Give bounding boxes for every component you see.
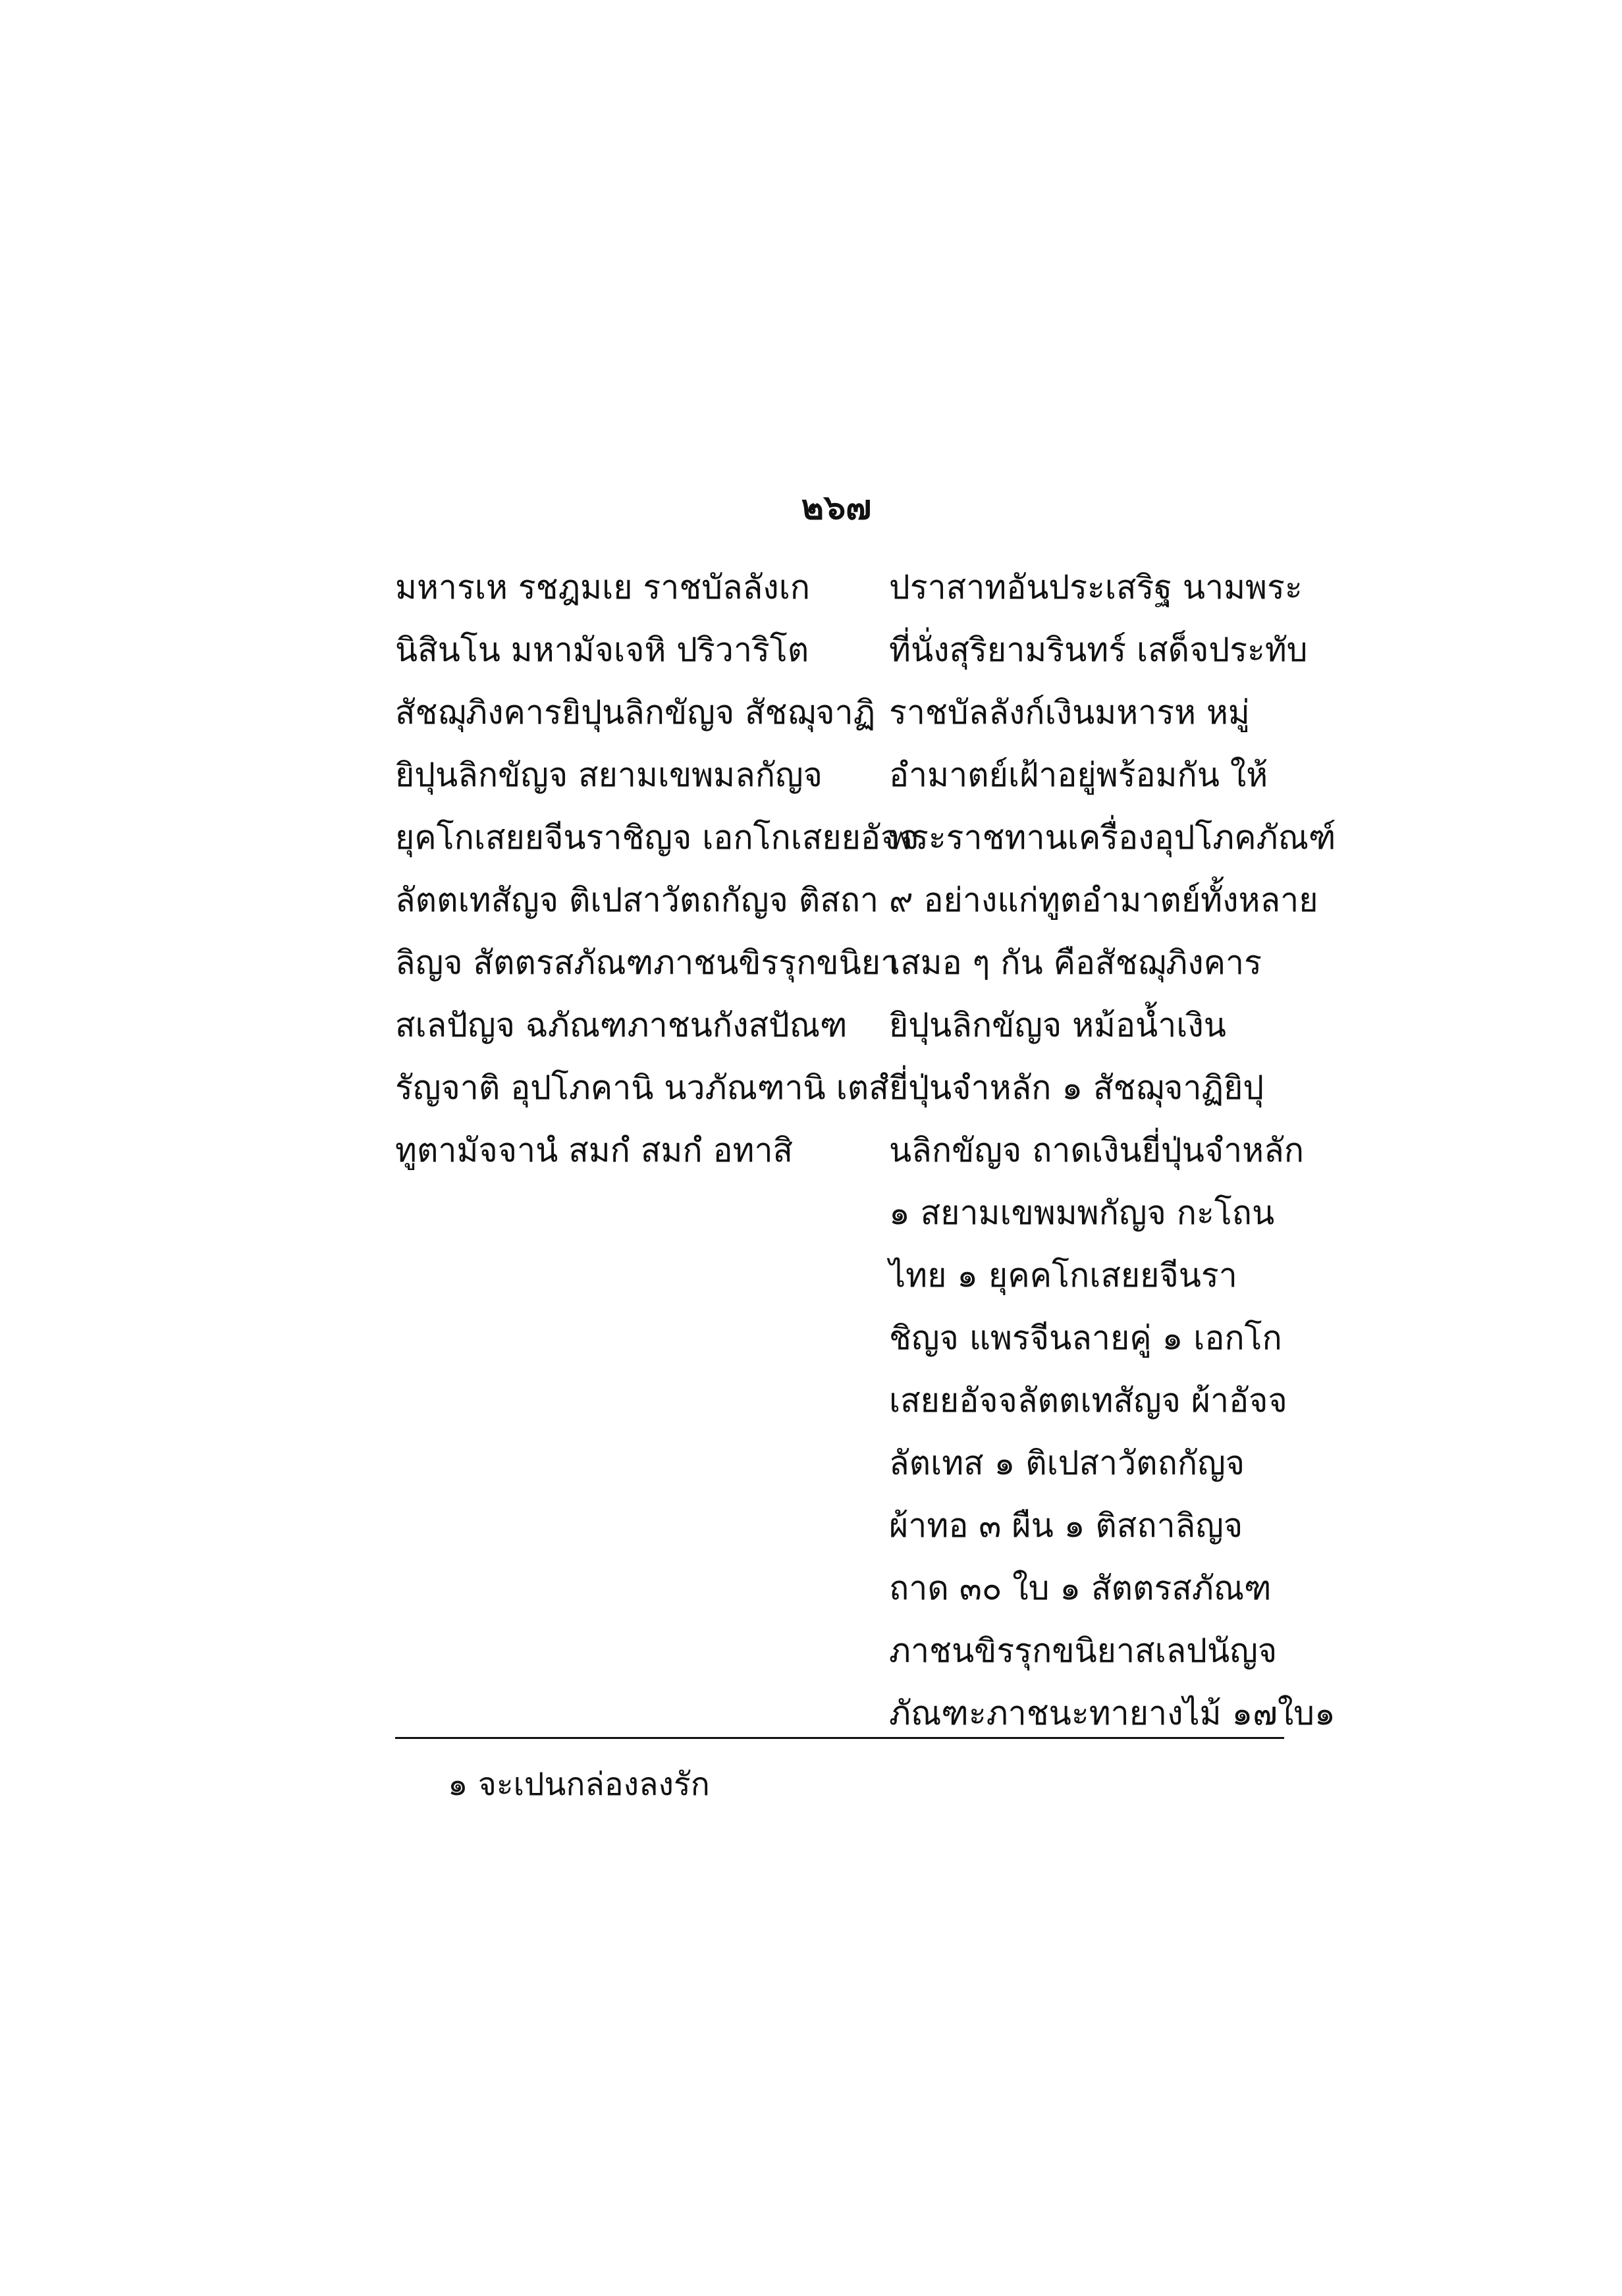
text-line: พระราชทานเครื่องอุปโภคภัณฑ์ bbox=[889, 818, 1336, 857]
text-line: ภาชนขิรรุกขนิยาสเลปนัญจ bbox=[889, 1632, 1278, 1670]
text-line: ชิญจ แพรจีนลายคู่ ๑ เอกโก bbox=[889, 1319, 1282, 1357]
page-number: ๒๖๗ bbox=[801, 487, 872, 527]
text-line: รัญจาติ อุปโภคานิ นวภัณฑานิ เตสํ bbox=[395, 1069, 889, 1107]
text-line: ลิญจ สัตตรสภัณฑภาชนขิรรุกขนิยา bbox=[395, 944, 900, 982]
text-line: สัชฌุภิงคารยิปุนลิกขัญจ สัชฌุจาฏิ bbox=[395, 693, 876, 732]
text-line: ลัตเทส ๑ ติเปสาวัตถกัญจ bbox=[889, 1444, 1245, 1482]
text-line: ที่นั่งสุริยามรินทร์ เสด็จประทับ bbox=[889, 631, 1308, 669]
text-line: ยี่ปุ่นจำหลัก ๑ สัชฌุจาฏิยิปุ bbox=[889, 1069, 1264, 1107]
text-line: ทูตามัจจานํ สมกํ สมกํ อทาสิ bbox=[395, 1131, 794, 1169]
text-line: ไทย ๑ ยุคคโกเสยยจีนรา bbox=[889, 1256, 1237, 1295]
text-line: ยิปุนลิกขัญจ หม้อน้ำเงิน bbox=[889, 1006, 1226, 1044]
text-line: ๙ อย่างแก่ทูตอำมาตย์ทั้งหลาย bbox=[889, 881, 1318, 919]
footnote-divider bbox=[395, 1737, 1284, 1739]
text-line: ภัณฑะภาชนะทายางไม้ ๑๗ใบ๑ bbox=[889, 1694, 1336, 1732]
footnote: ๑ จะเปนกล่องลงรัก bbox=[448, 1766, 710, 1803]
text-line: อำมาตย์เฝ้าอยู่พร้อมกัน ให้ bbox=[889, 756, 1268, 794]
pali-text-column bbox=[395, 556, 919, 1182]
text-line: ผ้าทอ ๓ ผืน ๑ ติสถาลิญจ bbox=[889, 1507, 1243, 1545]
text-line: เสมอ ๆ กัน คือสัชฌุภิงคาร bbox=[889, 944, 1262, 982]
text-line: นลิกขัญจ ถาดเงินยี่ปุ่นจำหลัก bbox=[889, 1131, 1305, 1169]
text-line: ๑ สยามเขพมพกัญจ กะโถน bbox=[889, 1194, 1275, 1232]
text-line: ยิปุนลิกขัญจ สยามเขพมลกัญจ bbox=[395, 756, 823, 794]
text-line: เสยยอัจจลัตตเทสัญจ ผ้าอัจจ bbox=[889, 1381, 1287, 1420]
text-line: มหารเห รชฎมเย ราชบัลลังเก bbox=[395, 568, 811, 606]
text-line: ลัตตเทสัญจ ติเปสาวัตถกัญจ ติสถา bbox=[395, 881, 879, 919]
text-line: ราชบัลลังก์เงินมหารห หมู่ bbox=[889, 693, 1250, 732]
text-line: ถาด ๓๐ ใบ ๑ สัตตรสภัณฑ bbox=[889, 1569, 1272, 1607]
text-line: ปราสาทอันประเสริฐ นามพระ bbox=[889, 568, 1303, 606]
thai-translation-column bbox=[889, 556, 1336, 1745]
text-line: นิสินโน มหามัจเจหิ ปริวาริโต bbox=[395, 631, 809, 669]
text-line: สเลปัญจ ฉภัณฑภาชนกังสปัณฑ bbox=[395, 1006, 848, 1044]
text-line: ยุคโกเสยยจีนราชิญจ เอกโกเสยยอัจจ bbox=[395, 818, 919, 857]
